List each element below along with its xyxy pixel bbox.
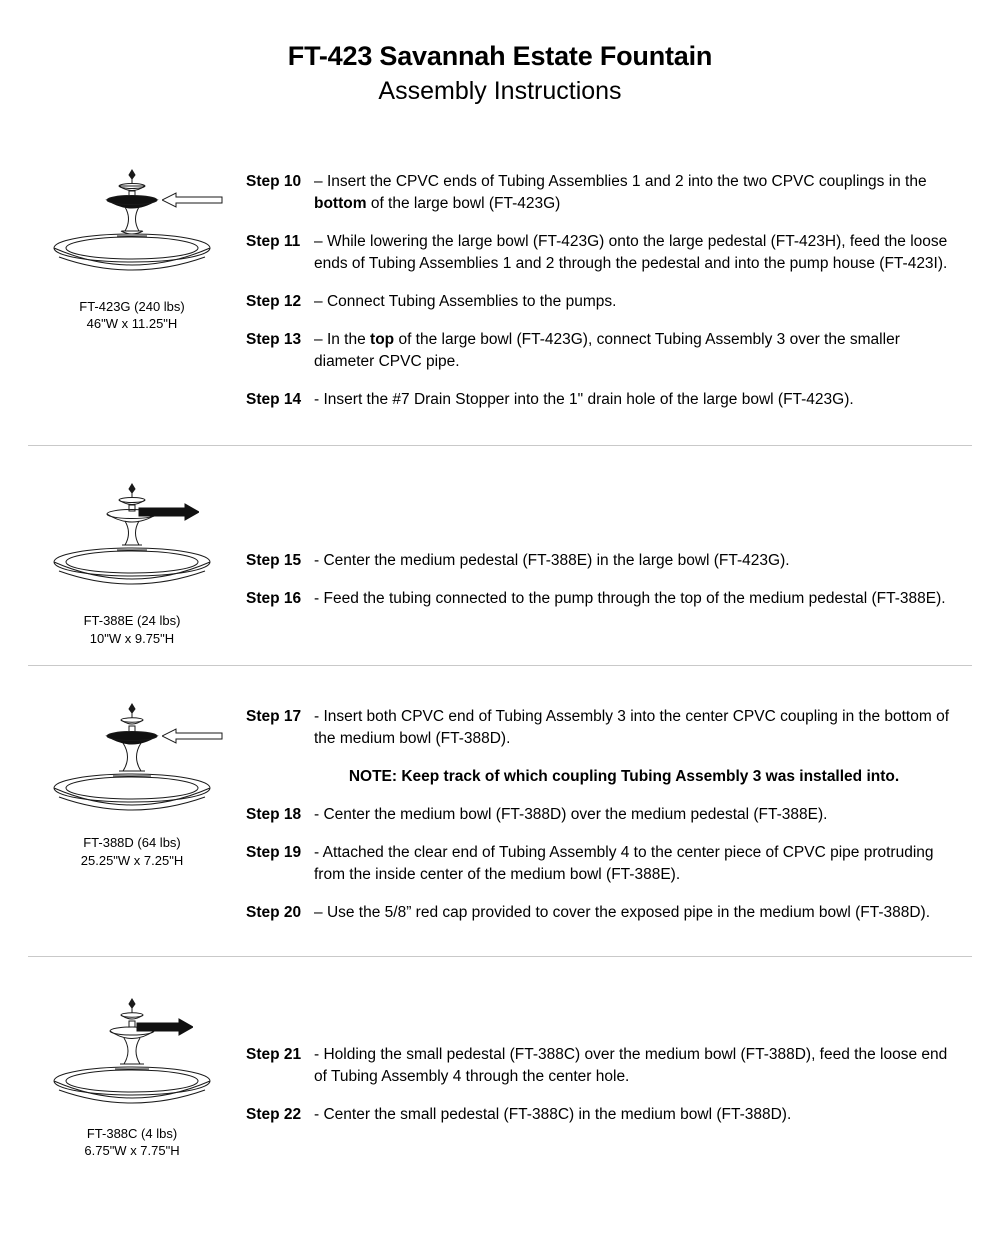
step-dash: - bbox=[314, 805, 320, 823]
figure-ft388c bbox=[28, 987, 236, 1160]
step-dash: - bbox=[314, 843, 320, 861]
figure-caption-ft388e bbox=[84, 612, 181, 647]
section-ft388e bbox=[0, 472, 1000, 647]
step-item bbox=[246, 231, 962, 275]
step-item bbox=[246, 171, 962, 215]
step-text: Insert both CPVC end of Tubing Assembly 3 into the center CPVC coupling in the bottom of the medium bowl (FT-388D). bbox=[314, 707, 950, 747]
step-label: Step 16 bbox=[246, 589, 302, 607]
step-dash: – bbox=[314, 293, 323, 311]
step-item bbox=[246, 706, 962, 750]
figure-part-name: FT-423G (240 lbs) bbox=[79, 298, 185, 314]
step-dash: - bbox=[314, 551, 320, 569]
fountain-drawing bbox=[37, 696, 227, 828]
step-label: Step 11 bbox=[246, 233, 301, 251]
page-header bbox=[0, 0, 1000, 108]
figure-part-dimensions: 6.75"W x 7.75"H bbox=[84, 1143, 180, 1159]
figure-caption-ft388c bbox=[84, 1125, 179, 1160]
step-dash: – bbox=[314, 331, 323, 349]
step-text: Center the small pedestal (FT-388C) in the medium bowl (FT-388D). bbox=[323, 1106, 792, 1124]
step-label: Step 10 bbox=[246, 173, 302, 191]
step-dash: – bbox=[314, 903, 323, 921]
step-item bbox=[246, 550, 962, 572]
step-item bbox=[246, 329, 962, 373]
figure-part-name: FT-388C (4 lbs) bbox=[86, 1125, 178, 1141]
steps-list-section-3 bbox=[236, 690, 972, 940]
step-text: Insert the CPVC ends of Tubing Assemblies 1 and 2 into the two CPVC couplings in the bottom of the large bowl (FT-423G) bbox=[314, 173, 927, 213]
page-subtitle: Assembly Instructions bbox=[378, 77, 622, 106]
step-dash: - bbox=[314, 391, 320, 409]
step-text: In the top of the large bowl (FT-423G), connect Tubing Assembly 3 over the smaller diameter CPVC pipe. bbox=[314, 331, 900, 371]
step-text: Feed the tubing connected to the pump through the top of the medium pedestal (FT-388E). bbox=[323, 589, 946, 607]
callout-arrow-icon bbox=[162, 190, 224, 210]
steps-list-section-4 bbox=[236, 987, 972, 1143]
step-item bbox=[246, 389, 962, 411]
step-label: Step 17 bbox=[246, 707, 302, 725]
figure-ft388d bbox=[28, 690, 236, 869]
step-item bbox=[246, 1104, 962, 1126]
step-text: Center the medium bowl (FT-388D) over the medium pedestal (FT-388E). bbox=[323, 805, 828, 823]
step-dash: - bbox=[314, 1046, 320, 1064]
section-ft388c bbox=[0, 987, 1000, 1160]
figure-part-dimensions: 46"W x 11.25"H bbox=[86, 316, 178, 332]
step-item bbox=[246, 1044, 962, 1088]
step-item bbox=[246, 804, 962, 826]
step-item bbox=[246, 588, 962, 610]
step-item bbox=[246, 902, 962, 924]
figure-part-name: FT-388E (24 lbs) bbox=[83, 613, 181, 629]
step-label: Step 12 bbox=[246, 293, 302, 311]
step-label: Step 22 bbox=[246, 1106, 302, 1124]
step-dash: – bbox=[314, 173, 323, 191]
step-label: Step 18 bbox=[246, 805, 302, 823]
figure-ft423g bbox=[28, 156, 236, 333]
step-text: Attached the clear end of Tubing Assembly 4 to the center piece of CPVC pipe protruding from the inside center of the medium bowl (FT-388E). bbox=[314, 843, 934, 883]
figure-part-name: FT-388D (64 lbs) bbox=[83, 835, 181, 851]
callout-arrow-icon bbox=[137, 502, 199, 522]
step-dash: – bbox=[314, 233, 323, 251]
step-note: NOTE: Keep track of which coupling Tubing Assembly 3 was installed into. bbox=[348, 767, 900, 785]
step-item bbox=[246, 842, 962, 886]
section-divider bbox=[28, 665, 972, 666]
fountain-drawing bbox=[37, 993, 227, 1119]
step-label: Step 20 bbox=[246, 903, 302, 921]
callout-arrow-icon bbox=[162, 726, 224, 746]
steps-list-section-1 bbox=[236, 156, 972, 428]
fountain-illustration-ft388d bbox=[37, 696, 227, 828]
fountain-drawing bbox=[37, 162, 227, 292]
figure-part-dimensions: 25.25"W x 7.25"H bbox=[80, 852, 184, 868]
step-dash: - bbox=[314, 707, 320, 725]
step-dash: - bbox=[314, 1106, 320, 1124]
step-label: Step 21 bbox=[246, 1046, 302, 1064]
fountain-illustration-ft423g bbox=[37, 162, 227, 292]
step-label: Step 15 bbox=[246, 551, 302, 569]
figure-part-dimensions: 10"W x 9.75"H bbox=[89, 630, 175, 646]
section-divider bbox=[28, 445, 972, 446]
step-text: Center the medium pedestal (FT-388E) in the large bowl (FT-423G). bbox=[323, 551, 790, 569]
section-divider bbox=[28, 956, 972, 957]
step-label: Step 19 bbox=[246, 843, 302, 861]
step-text: While lowering the large bowl (FT-423G) onto the large pedestal (FT-423H), feed the loose ends of Tubing Assemblies 1 and 2 through the pedestal and into the pump house (FT-423I). bbox=[314, 233, 948, 273]
step-text: Connect Tubing Assemblies to the pumps. bbox=[326, 293, 617, 311]
step-text: Use the 5/8” red cap provided to cover the exposed pipe in the medium bowl (FT-388D). bbox=[326, 903, 931, 921]
step-text: Insert the #7 Drain Stopper into the 1" drain hole of the large bowl (FT-423G). bbox=[323, 391, 854, 409]
step-label: Step 14 bbox=[246, 391, 302, 409]
fountain-illustration-ft388c bbox=[37, 993, 227, 1119]
step-dash: - bbox=[314, 589, 320, 607]
step-item bbox=[246, 291, 962, 313]
fountain-illustration-ft388e bbox=[37, 478, 227, 606]
callout-arrow-icon bbox=[135, 1017, 193, 1037]
fountain-drawing bbox=[37, 478, 227, 606]
figure-caption-ft388d bbox=[81, 834, 183, 869]
step-text: Holding the small pedestal (FT-388C) over the medium bowl (FT-388D), feed the loose end of Tubing Assembly 4 through the center hole. bbox=[314, 1046, 948, 1086]
figure-ft388e bbox=[28, 472, 236, 647]
page-title: FT-423 Savannah Estate Fountain bbox=[287, 41, 713, 71]
figure-caption-ft423g bbox=[79, 298, 185, 333]
step-label: Step 13 bbox=[246, 331, 302, 349]
section-ft388d bbox=[0, 690, 1000, 940]
steps-list-section-2 bbox=[236, 472, 972, 626]
section-ft423g bbox=[0, 156, 1000, 428]
